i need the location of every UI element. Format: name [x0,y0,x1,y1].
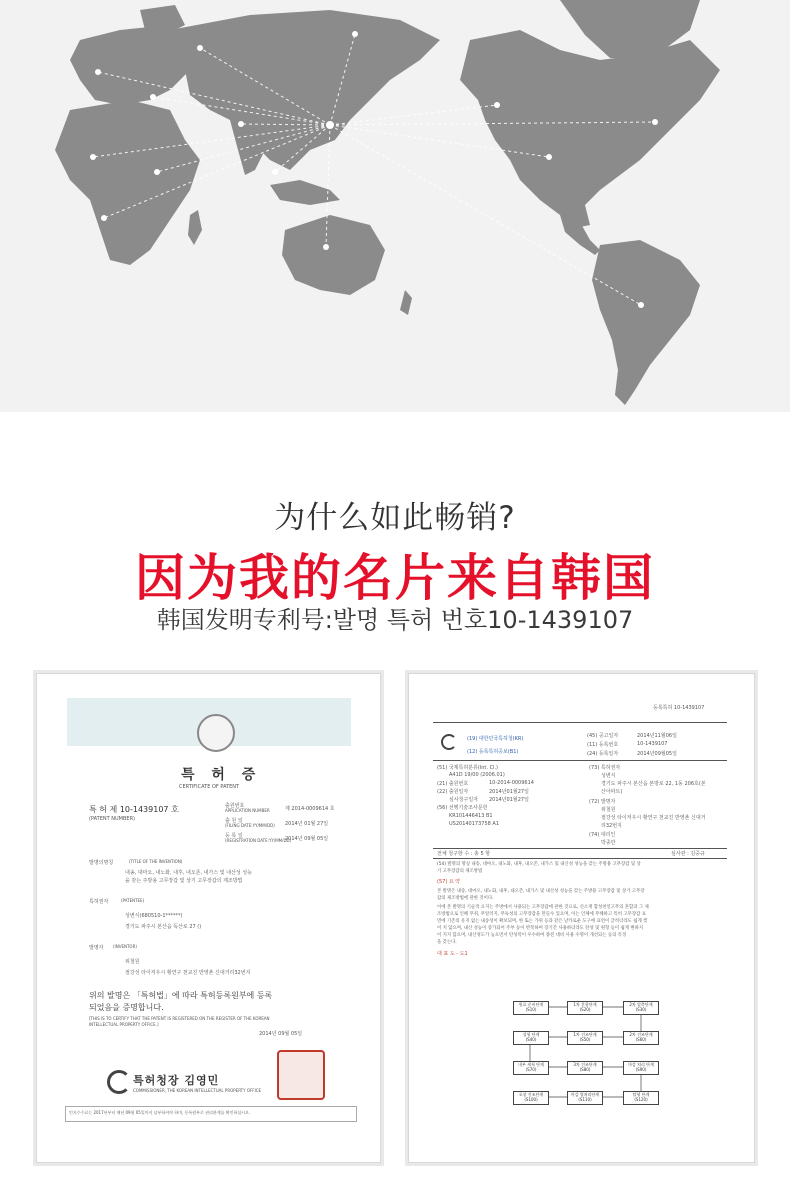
claims-count: 전체 청구항 수 : 총 5 항 [437,851,491,857]
abstract-1: 본 발명은 내송, 대마오, 내노화, 내후, 내오존, 내가스 및 내산성 성능을 갖는 주방용 고무장갑 및 상기 고무장 [437,889,645,894]
gazette-office: (19) 대한민국특허청(KR) [467,736,524,742]
prior-2: US20140173758 A1 [449,821,500,827]
flowchart-arrows [409,674,755,1163]
app-label-en: APPLICATION NUMBER [225,808,270,813]
gazette-title-2: 기 고무장갑의 제조방법 [437,869,483,874]
certificate-subtitle: CERTIFICATE OF PATENT [179,784,240,790]
world-map-graphic [0,0,790,412]
headline-question: 为什么如此畅销? [274,500,516,536]
certification-kr-1: 위의 발명은 「특허법」에 따라 특허등록원부에 등록 [89,991,273,1000]
flowchart-step: 1차 혼합단계 (S20) [567,1001,603,1015]
filing-label: 출 원 일 [225,818,243,824]
flowchart-step: 2차 압축단계 (S30) [623,1001,659,1015]
abstract-2: 갑의 제조방법에 관한 것이다. [437,896,494,901]
ipc-value: A41D 19/00 (2006.01) [449,772,505,778]
patent-certificate [33,670,384,1166]
abstract-5: 면에 기존의 유지 없는 내송성이 확보되며, 한 또는 가위 등과 같은 날카로운 도구에 표면이 긁히더라도 쉽게 찢 [437,919,648,924]
world-map [0,0,790,412]
gazette-title-1: (54) 발명의 명칭 내송, 대마오, 내노화, 내후, 내오존, 내가스 및 내산성 성능을 갖는 주방용 고무장갑 및 상 [437,862,641,867]
reg-no: 10-1439107 [637,741,668,747]
owner-addr-1: 경기도 파주시 본산읍 본방로 22, 1동 206호(본 [601,781,706,787]
exam-date: 2014년01월27일 [489,797,529,803]
prior-label: (56) 선행기술조사문헌 [437,805,488,811]
agent-label: (74) 대리인 [589,832,616,838]
prior-1: KR101446413 B1 [449,813,493,819]
patent-number: 韩国发明专利号:발명 특허 번호10-1439107 [156,606,634,634]
patentee-label: 특허권자 [89,899,109,905]
commissioner-name: 특허청장 김영민 [133,1074,220,1087]
inventor-addr-2: 리32번지 [601,823,622,829]
invention-value-2: 을 갖는 주방용 고무장갑 및 상기 고무장갑의 제조방법 [125,878,243,884]
patent-gazette [405,670,758,1166]
rep-fig-label: 대 표 도 - 도1 [437,951,468,957]
certificate-date: 2014년 09월 05일 [259,1031,303,1037]
owner-name: 성변식 [601,773,616,779]
invention-value-1: 내송, 대마오, 내노화, 내후, 내오존, 내가스 및 내산성 성능 [125,870,252,876]
abstract-6: 어 지 않으며, 내산 성능이 증가되어 주부 등이 반복하여 장기간 사용하더라도 탄성 및 원형 등이 쉽게 변하지 [437,926,644,931]
certification-kr-2: 되었음을 증명합니다. [89,1003,164,1012]
flowchart-step: 마감 처리 단계 (S90) [623,1061,659,1075]
pub-date: 2014년11월06일 [637,733,677,739]
flowchart-step: 마감 열처리단계 (S110) [567,1091,603,1105]
reg-value: 2014년 09월 05일 [285,836,329,842]
certificate-footer-note: 인지수수료는 2017년부터 매년 09월 05일까지 납부하셔야 하며, 등록원부로 권리관계를 확인하십시오. [69,1110,251,1115]
filing-label-en: (FILING DATE:YY/MM/DD) [225,823,275,828]
app-no-label: (21) 출원번호 [437,781,469,787]
abstract-label: (57) 요 약 [437,879,461,885]
flowchart-step: 3차 건조단계 (S80) [567,1061,603,1075]
abstract-3: 이에 본 발명의 기술적 요지는 주방에서 사용되는 고무장갑에 관한 것으로, 신소재 합성천연고무의 혼합과 그 제 [437,905,649,910]
pub-date-label: (45) 공고일자 [587,733,619,739]
owner-label: (73) 특허권자 [589,765,621,771]
korean-ip-office-logo-icon [107,1070,131,1094]
ipc-label: (51) 국제특허분류(Int. Cl.) [437,765,498,771]
examiner: 심사관 : 김중규 [671,851,705,857]
flowchart-step: 1차 건조단계 (S50) [567,1031,603,1045]
app-no: 10-2014-0009614 [489,780,534,786]
abstract-4: 조방법으로 인해 무취, 무알러지, 무독성의 고무장갑을 만들수 있으며, 이는 인체에 무해하고 특히 고무장갑 표 [437,912,646,917]
invention-label-en: (TITLE OF THE INVENTION) [129,859,183,864]
headline-answer: 因为我的名片来自韩国 [135,549,655,607]
app-value: 제 2014-0009614 호 [285,806,335,812]
inventor-label-g: (72) 발명자 [589,799,616,805]
abstract-8: 을 갖는다. [437,940,457,945]
agent-name: 박종만 [601,840,616,846]
patentee-label-en: (PATENTEE) [121,898,145,903]
flowchart-step: 포장 건조단계 (S100) [513,1091,549,1105]
app-label: 출원번호 [225,803,245,809]
patent-number-label: 특 허 제 10-1439107 호 [89,805,179,814]
inventor-label-en: (INVENTOR) [113,944,137,949]
reg-date-label: (24) 등록일자 [587,751,619,757]
reg-label-en: (REGISTRATION DATE:YY/MM/DD) [225,838,292,843]
flowchart-step: 2차 건조단계 (S60) [623,1031,659,1045]
certificate-paper [36,673,381,1163]
filing-label-g: (22) 출원일자 [437,789,469,795]
certification-en-2: INTELLECTUAL PROPERTY OFFICE.] [89,1022,159,1027]
flowchart-step: 성형 단계 (S40) [513,1031,549,1045]
owner-addr-2: 산아파트) [601,789,623,795]
gazette-type: (12) 등록특허공보(B1) [467,749,519,755]
invention-label: 발명의명칭 [89,860,114,866]
gazette-paper [408,673,755,1163]
abstract-7: 이 지지 않으며, 내산성도가 높으면서 탄성력이 우수하여 종전 대비 사용 수명이 개선되는 등의 특징 [437,933,627,938]
gazette-header-number: 등록특허 10-1439107 [653,705,705,711]
reg-no-label: (11) 등록번호 [587,742,619,748]
inventor-name-g: 위철원 [601,807,616,813]
emblem-icon [197,714,235,752]
certificate-title: 특 허 증 [181,767,262,783]
inventor-label: 발명자 [89,945,104,951]
inventor-value-1: 위철원 [125,959,140,965]
filing-value: 2014년 01월 27일 [285,821,329,827]
patentee-value-2: 경기도 파주시 본산읍 독산로 27 () [125,924,202,930]
reg-date: 2014년09월05일 [637,751,677,757]
patent-number-en: (PATENT NUMBER) [89,816,136,822]
flowchart-step: 내부 세척 단계 (S70) [513,1061,549,1075]
certification-en-1: [THIS IS TO CERTIFY THAT THE PATENT IS REGISTERED ON THE REGISTER OF THE KOREAN [89,1016,270,1021]
inventor-addr-1: 절강성 타이저우시 황연구 천교진 반영촌 신대거 [601,815,706,821]
inventor-value-2: 절강성 타이저우시 황연구 천교진 반영촌 신대거리32번지 [125,970,251,976]
reg-label: 등 록 일 [225,833,243,839]
official-seal-icon [277,1050,325,1100]
flowchart-step: 탈형 단계 (S120) [623,1091,659,1105]
flowchart-step: 원료 준비단계 (S10) [513,1001,549,1015]
commissioner-en: COMMISSIONER, THE KOREAN INTELLECTUAL PROPERTY OFFICE [133,1088,262,1093]
exam-label: 심사청구일자 [449,797,478,803]
patentee-value-1: 성변식(680510-1******) [125,913,183,919]
filing-g: 2014년01월27일 [489,789,529,795]
